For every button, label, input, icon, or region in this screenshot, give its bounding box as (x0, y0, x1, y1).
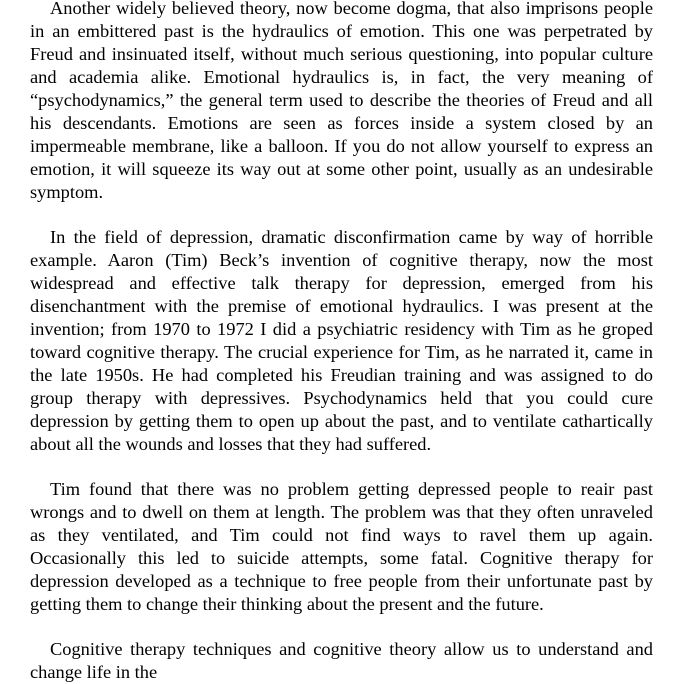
paragraph-emotional-hydraulics: Another widely believed theory, now become dogma, that also imprisons people in an embittered past is the hydraulics of emotion. This one was perpetrated by Freud and insinuated itself, without much serious questioning, into popular culture and academia alike. Emotional hydraulics is, in fact, the very meaning of “psychodynamics,” the general term used to describe the theories of Freud and all his descendants. Emotions are seen as forces inside a system closed by an impermeable membrane, like a balloon. If you do not allow yourself to express an emotion, it will squeeze its way out at some other point, usually as an undesirable symptom. (30, 0, 653, 202)
paragraph-depression-beck: In the field of depression, dramatic disconfirmation came by way of horrible example. Aaron (Tim) Beck’s invention of cognitive therapy, now the most widespread and effective talk therapy for depression, emerged from his disenchantment with the premise of emotional hydraulics. I was present at the invention; from 1970 to 1972 I did a psychiatric residency with Tim as he groped toward cognitive therapy. The crucial experience for Tim, as he narrated it, came in the late 1950s. He had completed his Freudian training and was assigned to do group therapy with depressives. Psychodynamics held that you could cure depression by getting them to open up about the past, and to ventilate cathartically about all the wounds and losses that they had suffered. (30, 227, 653, 454)
document-page (30, 0, 653, 684)
paragraph-cut-off: Cognitive therapy techniques and cognitive theory allow us to understand and change life in the (30, 639, 653, 682)
paragraph-tim-findings: Tim found that there was no problem getting depressed people to reair past wrongs and to dwell on them at length. The problem was that they often unraveled as they ventilated, and Tim could not find ways to ravel them up again. Occasionally this led to suicide attempts, some fatal. Cognitive therapy for depression developed as a technique to free people from their unfortunate past by getting them to change their thinking about the present and the future. (30, 479, 653, 614)
